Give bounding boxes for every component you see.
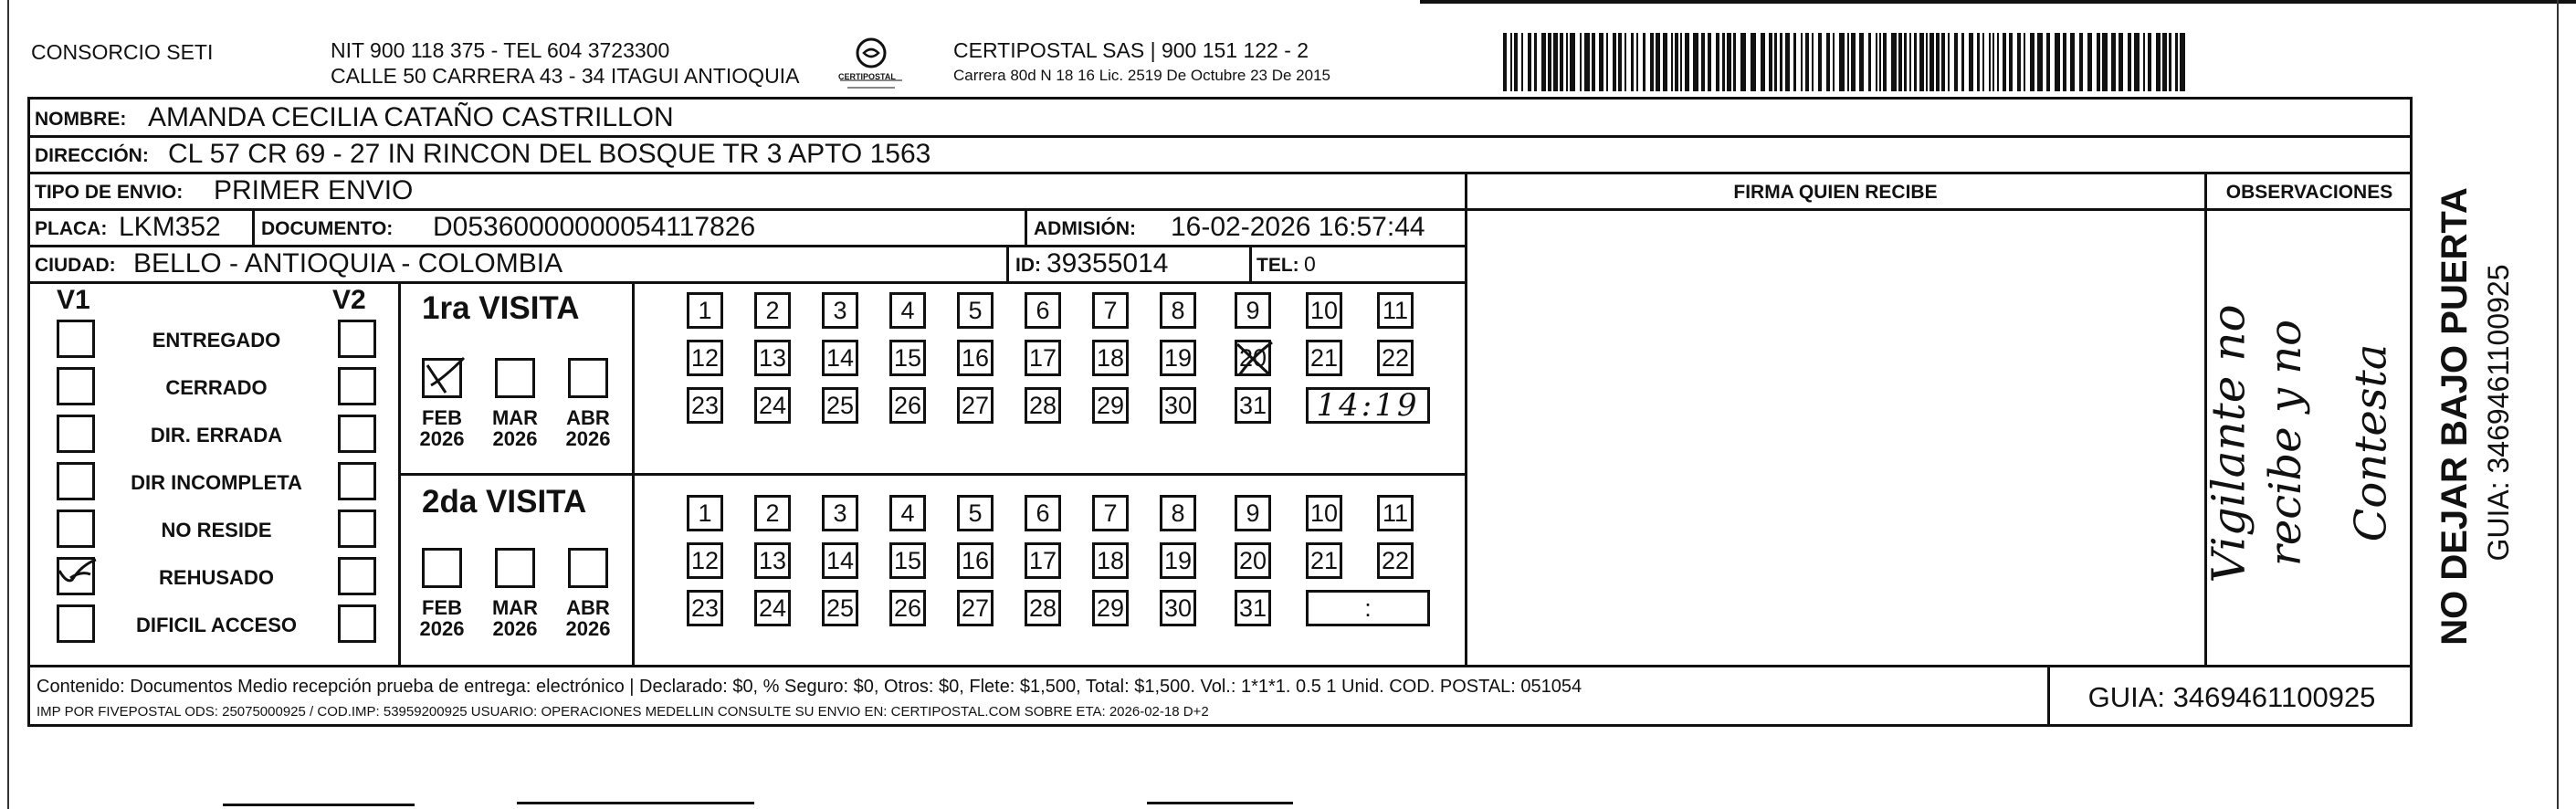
document-label: DOCUMENTO: xyxy=(261,218,394,239)
visit2-day-number: 24 xyxy=(758,594,787,622)
name-label: NOMBRE: xyxy=(35,109,127,130)
visit2-day-number: 15 xyxy=(893,546,922,574)
visit2-day-number: 10 xyxy=(1309,499,1339,527)
rule xyxy=(27,172,2413,174)
city: BELLO - ANTIOQUIA - COLOMBIA xyxy=(133,248,563,278)
visit1-day-number: 10 xyxy=(1309,296,1339,324)
visit1-day-box[interactable] xyxy=(1235,292,1271,329)
guia-box: GUIA: 3469461100925 xyxy=(2087,681,2376,713)
visit1-day-box[interactable] xyxy=(822,292,858,329)
visit1-day-box[interactable] xyxy=(1235,387,1271,424)
visit2-month-box-mar[interactable] xyxy=(495,548,535,588)
visit1-day-number: 6 xyxy=(1036,296,1050,324)
visit2-day-box[interactable] xyxy=(1306,542,1342,579)
visit2-day-number: 29 xyxy=(1096,594,1125,622)
v1-checkbox-5[interactable] xyxy=(57,557,95,595)
visit1-day-box[interactable] xyxy=(1160,340,1196,376)
visit2-day-number: 3 xyxy=(833,499,847,527)
visit2-day-box[interactable] xyxy=(1377,495,1414,531)
visit2-day-box[interactable] xyxy=(687,590,723,626)
document-number: D05360000000054117826 xyxy=(433,212,756,242)
visit2-day-number: 30 xyxy=(1163,594,1193,622)
visit2-day-number: 4 xyxy=(900,499,915,527)
visit1-day-number: 28 xyxy=(1028,391,1057,419)
plate-label: PLACA: xyxy=(35,218,108,239)
visit2-day-box[interactable] xyxy=(1092,590,1129,626)
visit1-month-box-mar[interactable] xyxy=(495,358,535,398)
address-label: DIRECCIÓN: xyxy=(35,145,149,166)
visit2-day-number: 13 xyxy=(758,546,787,574)
visit2-day-number: 7 xyxy=(1103,499,1118,527)
visit1-day-number: 14 xyxy=(825,343,855,372)
visit2-day-number: 28 xyxy=(1028,594,1057,622)
sender-nit: NIT 900 118 375 - TEL 604 3723300 xyxy=(331,38,670,62)
visit1-day-box[interactable] xyxy=(822,340,858,376)
imp-line: IMP POR FIVEPOSTAL ODS: 25075000925 / COD.IMP: 53959200925 USUARIO: OPERACIONES MEDELLIN CONSULTE SU ENVIO EN: CERTIPOSTAL.COM SOBRE ETA: 2026-02-18 D+2 xyxy=(37,704,1209,720)
recipient-address: CL 57 CR 69 - 27 IN RINCON DEL BOSQUE TR 3 APTO 1563 xyxy=(168,139,931,169)
visit2-day-box[interactable] xyxy=(822,495,858,531)
visit2-day-number: 12 xyxy=(690,546,720,574)
visit2-day-number: 14 xyxy=(825,546,855,574)
visit2-day-box[interactable] xyxy=(889,542,926,579)
scan-fold xyxy=(517,802,754,804)
v2-checkbox-1[interactable] xyxy=(338,367,376,405)
rule xyxy=(398,473,1467,476)
visit2-day-number: 2 xyxy=(765,499,780,527)
visit1-day-number: 18 xyxy=(1096,343,1125,372)
city-label: CIUDAD: xyxy=(35,255,116,276)
visit1-day-box[interactable] xyxy=(889,387,926,424)
visit2-month-label: FEB 2026 xyxy=(419,596,465,641)
certipostal-logo xyxy=(833,35,909,91)
visit2-time-value: : xyxy=(1364,594,1372,622)
visit2-day-box[interactable] xyxy=(1025,542,1061,579)
signature-label: FIRMA QUIEN RECIBE xyxy=(1733,182,1938,203)
scan-margin xyxy=(7,0,9,809)
rule xyxy=(27,665,2413,667)
visit1-day-number: 16 xyxy=(961,343,990,372)
visit2-day-number: 9 xyxy=(1246,499,1260,527)
visit1-day-box[interactable] xyxy=(1160,292,1196,329)
visit1-title: 1ra VISITA xyxy=(422,290,580,326)
id-label: ID: xyxy=(1015,255,1041,276)
obs-line-1: Vigilante no xyxy=(2202,304,2255,583)
visit1-day-box[interactable] xyxy=(889,340,926,376)
visit1-day-number: 1 xyxy=(698,296,712,324)
visit2-day-box[interactable] xyxy=(1092,542,1129,579)
v1-checkbox-1[interactable] xyxy=(57,367,95,405)
visit1-month-box-feb[interactable] xyxy=(422,358,462,398)
visit2-month-box-abr[interactable] xyxy=(568,548,608,588)
visit1-day-number: 30 xyxy=(1163,391,1193,419)
visit1-day-number: 12 xyxy=(690,343,720,372)
visit2-day-box[interactable] xyxy=(957,590,994,626)
scan-edge xyxy=(1420,0,2576,4)
tel: 0 xyxy=(1304,252,1316,276)
visit2-day-box[interactable] xyxy=(1235,590,1271,626)
visit2-day-box[interactable] xyxy=(1160,590,1196,626)
visit1-day-number: 2 xyxy=(765,296,780,324)
observations-area xyxy=(2202,211,2411,663)
rule xyxy=(252,208,255,245)
visit1-day-number: 17 xyxy=(1028,343,1057,372)
status-option-label: ENTREGADO xyxy=(152,329,281,352)
admission-date: 16-02-2026 16:57:44 xyxy=(1171,212,1425,242)
visit2-day-number: 23 xyxy=(690,594,720,622)
status-option-label: REHUSADO xyxy=(159,566,274,589)
visit2-day-box[interactable] xyxy=(1235,495,1271,531)
visit1-day-box[interactable] xyxy=(1377,292,1414,329)
status-option-label: DIR. ERRADA xyxy=(150,424,283,447)
scan-fold xyxy=(1147,802,1293,804)
visit2-day-number: 31 xyxy=(1238,594,1267,622)
visit2-day-box[interactable] xyxy=(822,590,858,626)
v1-checkbox-2[interactable] xyxy=(57,415,95,453)
visit1-day-box[interactable] xyxy=(687,292,723,329)
status-option-label: DIR INCOMPLETA xyxy=(131,471,302,494)
visit1-day-box[interactable] xyxy=(822,387,858,424)
visit1-day-number: 21 xyxy=(1309,343,1339,372)
obs-line-3: Contesta xyxy=(2345,343,2397,542)
visit1-day-box[interactable] xyxy=(1025,292,1061,329)
id-number: 39355014 xyxy=(1046,248,1169,278)
v2-checkbox-0[interactable] xyxy=(338,320,376,358)
side-guia: GUIA: 3469461100925 xyxy=(2482,264,2515,562)
visit1-day-number: 31 xyxy=(1238,391,1267,419)
visit2-day-box[interactable] xyxy=(822,542,858,579)
day-checkmark xyxy=(1234,339,1276,381)
plate: LKM352 xyxy=(119,212,221,242)
visit1-day-box[interactable] xyxy=(1025,340,1061,376)
rule xyxy=(27,281,1467,284)
visit1-day-number: 23 xyxy=(690,391,720,419)
sender-address: CALLE 50 CARRERA 43 - 34 ITAGUI ANTIOQUIA xyxy=(331,64,800,88)
visit1-day-box[interactable] xyxy=(957,292,994,329)
visit2-title: 2da VISITA xyxy=(422,484,587,520)
visit2-day-box[interactable] xyxy=(754,590,791,626)
visit1-day-box[interactable] xyxy=(1306,340,1342,376)
visit1-day-number: 15 xyxy=(893,343,922,372)
visit2-day-box[interactable] xyxy=(754,542,791,579)
visit2-day-box[interactable] xyxy=(1025,590,1061,626)
visit2-day-box[interactable] xyxy=(1160,495,1196,531)
visit1-day-box[interactable] xyxy=(889,292,926,329)
visit1-day-box[interactable] xyxy=(754,387,791,424)
visit2-day-number: 21 xyxy=(1309,546,1339,574)
visit1-day-box[interactable] xyxy=(1092,387,1129,424)
visit1-day-number: 29 xyxy=(1096,391,1125,419)
visit1-time-box[interactable] xyxy=(1306,387,1430,424)
recipient-name: AMANDA CECILIA CATAÑO CASTRILLON xyxy=(148,102,674,132)
visit1-day-box[interactable] xyxy=(1092,340,1129,376)
visit2-day-number: 26 xyxy=(893,594,922,622)
visit1-day-number: 5 xyxy=(968,296,983,324)
content-line: Contenido: Documentos Medio recepción prueba de entrega: electrónico | Declarado: $0, % Seguro: $0, Otros: $0, Flete: $1,500, Total: $1,500. Vol.: 1*1*1. 0.5 1 Unid. COD. POSTAL: 051054 xyxy=(37,677,1582,697)
visit2-day-number: 6 xyxy=(1036,499,1050,527)
visit1-day-number: 8 xyxy=(1171,296,1185,324)
status-option-label: NO RESIDE xyxy=(161,519,272,541)
visit2-month-label: ABR 2026 xyxy=(565,596,611,641)
visit2-day-box[interactable] xyxy=(1025,495,1061,531)
visit2-day-number: 16 xyxy=(961,546,990,574)
v2-checkbox-5[interactable] xyxy=(338,557,376,595)
visit2-day-box[interactable] xyxy=(1377,542,1414,579)
visit2-day-number: 22 xyxy=(1381,546,1410,574)
rule xyxy=(27,135,2413,138)
visit1-day-box[interactable] xyxy=(1092,292,1129,329)
v1-label: V1 xyxy=(57,285,90,315)
visit2-day-number: 1 xyxy=(698,499,712,527)
status-option-label: DIFICIL ACCESO xyxy=(135,614,297,636)
visit2-day-box[interactable] xyxy=(957,542,994,579)
rule xyxy=(2047,665,2050,727)
visit1-day-box[interactable] xyxy=(754,340,791,376)
barcode xyxy=(1503,33,2186,91)
visit2-day-number: 8 xyxy=(1171,499,1185,527)
visit2-day-number: 5 xyxy=(968,499,983,527)
visit2-month-label: MAR 2026 xyxy=(491,596,539,641)
visit1-day-number: 7 xyxy=(1103,296,1118,324)
no-dejar-warning: NO DEJAR BAJO PUERTA xyxy=(2434,187,2475,646)
visit1-day-number: 13 xyxy=(758,343,787,372)
v2-checkbox-4[interactable] xyxy=(338,510,376,548)
v2-checkbox-3[interactable] xyxy=(338,462,376,500)
rule xyxy=(1249,245,1252,281)
visit1-day-box[interactable] xyxy=(687,340,723,376)
v1-checkbox-0[interactable] xyxy=(57,320,95,358)
visit2-day-number: 17 xyxy=(1028,546,1057,574)
visit2-day-box[interactable] xyxy=(687,542,723,579)
visit1-day-number: 27 xyxy=(961,391,990,419)
side-text xyxy=(2416,97,2515,727)
visit1-day-box[interactable] xyxy=(957,340,994,376)
visit1-month-label: MAR 2026 xyxy=(491,406,539,451)
visit2-day-box[interactable] xyxy=(957,495,994,531)
visit1-month-box-abr[interactable] xyxy=(568,358,608,398)
send-type-label: TIPO DE ENVIO: xyxy=(35,182,184,203)
visit2-day-number: 20 xyxy=(1238,546,1267,574)
v2-checkbox-2[interactable] xyxy=(338,415,376,453)
visit2-day-number: 27 xyxy=(961,594,990,622)
visit1-day-box[interactable] xyxy=(687,387,723,424)
tel-label: TEL: xyxy=(1256,255,1299,276)
sender-name: CONSORCIO SETI xyxy=(31,40,214,64)
visit2-day-box[interactable] xyxy=(889,590,926,626)
visit1-month-label: ABR 2026 xyxy=(565,406,611,451)
visit1-day-box[interactable] xyxy=(1306,292,1342,329)
visit1-day-number: 4 xyxy=(900,296,915,324)
admission-label: ADMISIÓN: xyxy=(1034,218,1136,239)
visit2-month-box-feb[interactable] xyxy=(422,548,462,588)
visit1-day-number: 19 xyxy=(1163,343,1193,372)
observations-label: OBSERVACIONES xyxy=(2225,182,2393,203)
send-type: PRIMER ENVIO xyxy=(214,175,414,205)
visit1-day-box[interactable] xyxy=(1377,340,1414,376)
scan-margin xyxy=(2557,0,2559,809)
obs-line-2: recibe y no xyxy=(2260,319,2312,567)
visit2-day-box[interactable] xyxy=(889,495,926,531)
rule xyxy=(1006,245,1009,281)
visit2-day-number: 18 xyxy=(1096,546,1125,574)
visit1-time-value: 14:19 xyxy=(1316,387,1420,424)
visit1-month-label: FEB 2026 xyxy=(419,406,465,451)
visit1-day-number: 20 xyxy=(1238,343,1267,372)
carrier-name: CERTIPOSTAL SAS | 900 151 122 - 2 xyxy=(953,38,1309,62)
visit2-time-box[interactable] xyxy=(1306,590,1430,626)
visit2-day-box[interactable] xyxy=(687,495,723,531)
rule xyxy=(1465,172,1467,665)
rule xyxy=(1025,208,1027,245)
visit2-day-box[interactable] xyxy=(754,495,791,531)
carrier-license: Carrera 80d N 18 16 Lic. 2519 De Octubre 23 De 2015 xyxy=(953,67,1330,84)
v1-checkbox-3[interactable] xyxy=(57,462,95,500)
status-option-label: CERRADO xyxy=(165,376,268,399)
v1-checkbox-6[interactable] xyxy=(57,604,95,643)
visit2-day-box[interactable] xyxy=(1160,542,1196,579)
scan-fold xyxy=(223,804,415,806)
visit1-day-box[interactable] xyxy=(1235,340,1271,376)
visit1-day-box[interactable] xyxy=(754,292,791,329)
visit1-day-box[interactable] xyxy=(957,387,994,424)
visit1-day-number: 9 xyxy=(1246,296,1260,324)
visit1-day-box[interactable] xyxy=(1160,387,1196,424)
visit1-day-number: 11 xyxy=(1382,296,1409,324)
v2-label: V2 xyxy=(332,285,366,315)
visit2-day-box[interactable] xyxy=(1092,495,1129,531)
visit1-day-number: 22 xyxy=(1381,343,1410,372)
visit2-day-number: 11 xyxy=(1382,499,1409,527)
visit2-day-number: 25 xyxy=(825,594,855,622)
visit2-day-box[interactable] xyxy=(1306,495,1342,531)
visit2-day-box[interactable] xyxy=(1235,542,1271,579)
visit1-day-number: 26 xyxy=(893,391,922,419)
visit1-day-number: 24 xyxy=(758,391,787,419)
visit1-day-number: 25 xyxy=(825,391,855,419)
v2-checkbox-6[interactable] xyxy=(338,604,376,643)
visit1-day-number: 3 xyxy=(833,296,847,324)
signature-area[interactable] xyxy=(1468,211,2203,663)
logo-text: CERTIPOSTAL xyxy=(838,72,896,81)
visit2-day-number: 19 xyxy=(1163,546,1193,574)
v1-checkbox-4[interactable] xyxy=(57,510,95,548)
visit1-day-box[interactable] xyxy=(1025,387,1061,424)
